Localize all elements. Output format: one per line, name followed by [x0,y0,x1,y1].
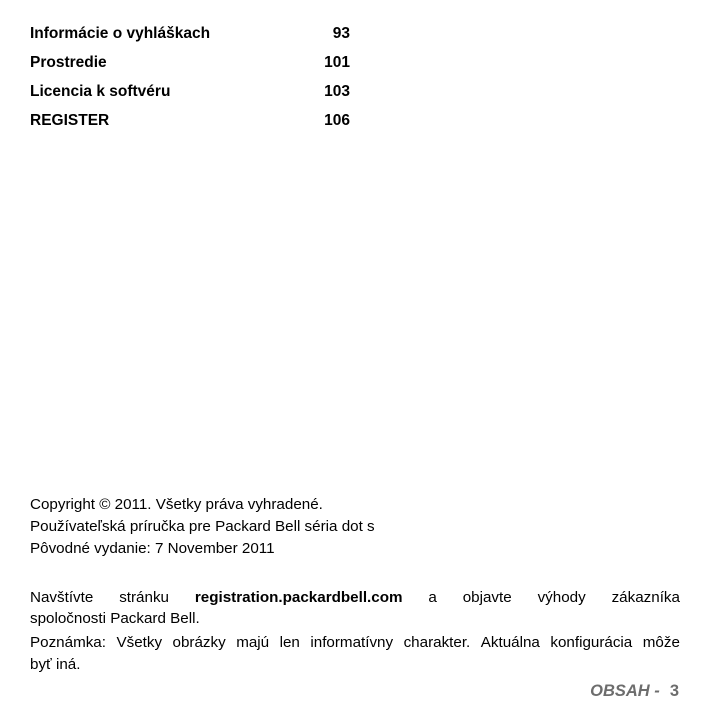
copyright-line: Copyright © 2011. Všetky práva vyhradené. [30,496,323,513]
word: stránku [119,589,169,606]
toc-entry-page: 103 [324,83,350,100]
word: majú [236,634,270,651]
word: obrázky [172,634,226,651]
note-line-2: byť iná. [30,656,81,673]
registration-line-2: spoločnosti Packard Bell. [30,610,200,627]
toc-entry-title: Informácie o vyhláškach [30,25,211,42]
word: Aktuálna [480,634,540,651]
word: a [428,589,437,606]
page-number: 3 [669,682,679,700]
toc-entry-page: 106 [324,112,350,129]
copyright-block [30,494,680,560]
toc-entry[interactable] [30,111,350,140]
toc-entry-title: Prostredie [30,54,107,71]
table-of-contents [30,24,350,140]
toc-entry[interactable] [30,24,350,53]
note-line [30,632,680,654]
page-footer [590,680,679,702]
word: konfigurácia [550,634,633,651]
word: objavte [462,589,512,606]
word: môže [642,634,680,651]
toc-entry-title: Licencia k softvéru [30,83,171,100]
word: výhody [537,589,586,606]
word: charakter. [403,634,471,651]
word: Navštívte [30,589,94,606]
edition-line: Pôvodné vydanie: 7 November 2011 [30,540,275,557]
word: zákazníka [611,589,680,606]
user-guide-line: Používateľská príručka pre Packard Bell séria dot s [30,518,375,535]
registration-line [30,587,680,608]
registration-link[interactable]: registration.packardbell.com [194,589,403,606]
word: len [279,634,300,651]
section-label: OBSAH - [590,682,660,700]
word: Poznámka: [30,634,106,651]
toc-entry[interactable] [30,82,350,111]
toc-entry-title: REGISTER [30,112,110,129]
toc-entry-page: 101 [324,54,350,71]
note-paragraph [30,632,680,676]
toc-entry-page: 93 [332,25,350,42]
registration-paragraph [30,587,680,629]
word: informatívny [310,634,394,651]
toc-entry[interactable] [30,53,350,82]
word: Všetky [116,634,163,651]
